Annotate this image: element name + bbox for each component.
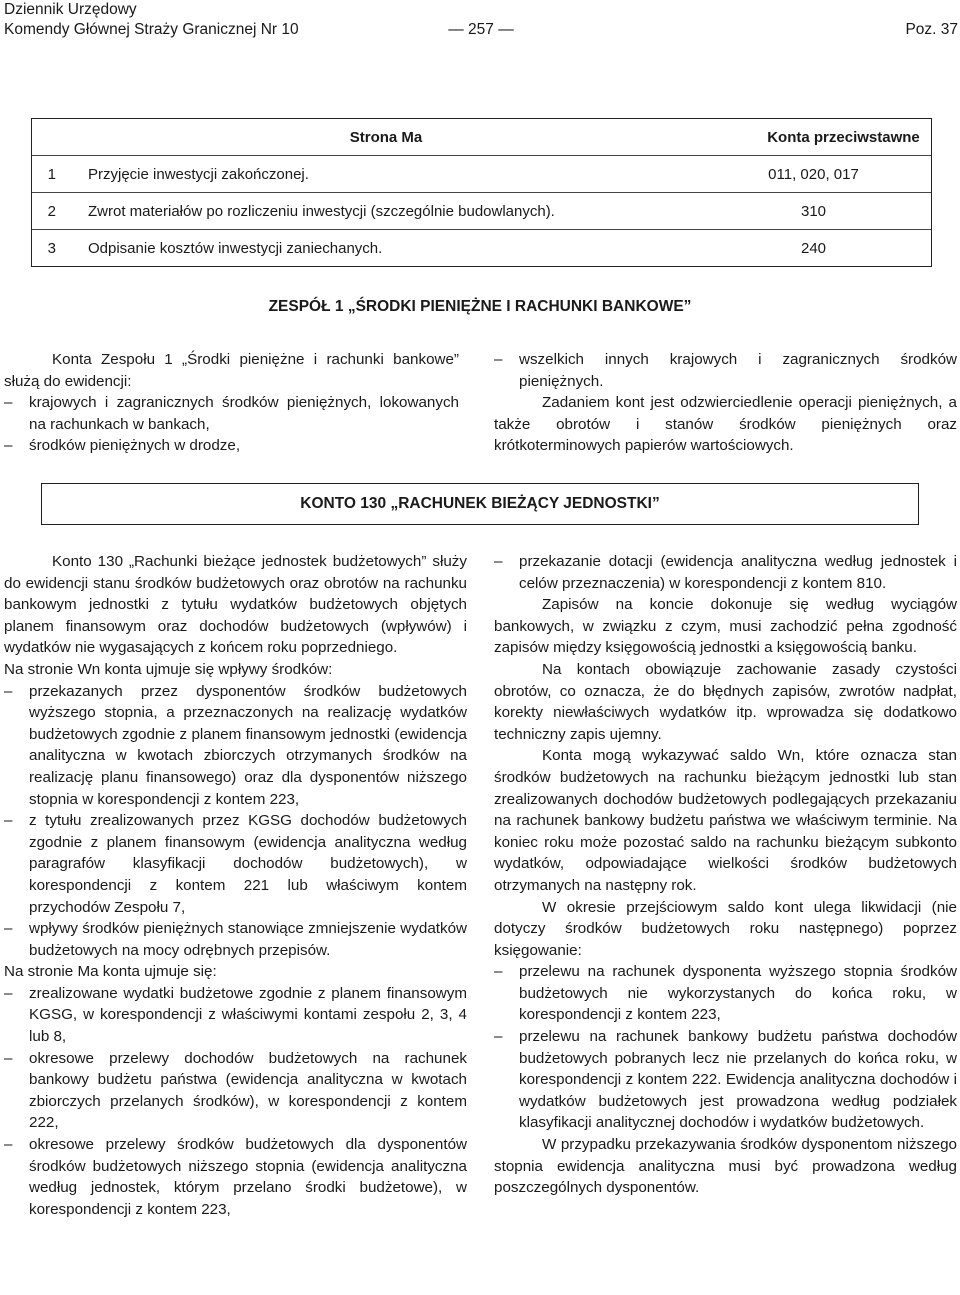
journal-issue: Komendy Głównej Straży Granicznej Nr 10 (4, 21, 299, 38)
position-number: Poz. 37 (905, 21, 958, 38)
list-item: – przelewu na rachunek bankowy budżetu państwa dochodów budżetowych pobranych lecz nie przelanych do końca roku, w korespondencji z kontem 222. Ewidencja analityczna dochodów i wydatków budżetowych jest prowadzona według podziałek klasyfikacji analitycznej dochodów i wydatków budżetowych. (494, 1028, 957, 1132)
ma-heading: Na stronie Ma konta ujmuje się: (4, 963, 217, 981)
konto-right-column (494, 551, 957, 1199)
paragraph: W przypadku przekazywania środków dysponentom niższego stopnia ewidencja analityczna musi być prowadzona według poszczególnych dysponentów. (494, 1136, 957, 1197)
list-item: – wszelkich innych krajowych i zagranicznych środków pieniężnych. (494, 351, 957, 390)
zespol-right-column (494, 349, 957, 457)
zespol-paragraph: Zadaniem kont jest odzwierciedlenie operacji pieniężnych, a także obrotów i stanów środków pieniężnych oraz krótkoterminowych papierów wartościowych. (494, 394, 957, 455)
zespol-intro: Konta Zespołu 1 „Środki pieniężne i rachunki bankowe” służą do ewidencji: (4, 351, 459, 390)
paragraph: Zapisów na koncie dokonuje się według wyciągów bankowych, w związku z czym, musi zachodzić pełna zgodność zapisów między księgowością jednostki a księgowością banku. (494, 596, 957, 657)
wn-heading: Na stronie Wn konta ujmuje się wpływy środków: (4, 660, 333, 678)
header-konta: Konta przeciwstawne (767, 128, 920, 146)
section-title-zespol: ZESPÓŁ 1 „ŚRODKI PIENIĘŻNE I RACHUNKI BANKOWE” (268, 298, 692, 315)
table-row: 2 Zwrot materiałów po rozliczeniu inwestycji (szczególnie budowlanych). 310 (32, 192, 931, 229)
table-row: 3 Odpisanie kosztów inwestycji zaniechanych. 240 (32, 229, 931, 266)
page-number: — 257 — (448, 21, 514, 38)
list-item: – okresowe przelewy dochodów budżetowych na rachunek bankowy budżetu państwa (ewidencja analityczna w kwotach zbiorczych przelanych środków), w korespondencji z kontem 222, (4, 1049, 467, 1132)
list-item: – przekazanie dotacji (ewidencja analityczna według jednostek i celów przeznaczenia) w korespondencji z kontem 810. (494, 553, 957, 592)
header-strona-ma: Strona Ma (349, 128, 423, 146)
paragraph: W okresie przejściowym saldo kont ulega likwidacji (nie dotyczy środków budżetowych roku następnego) poprzez księgowanie: (494, 898, 957, 959)
list-item: – przelewu na rachunek dysponenta wyższego stopnia środków budżetowych nie wykorzystanych do końca roku, w korespondencji z kontem 223, (494, 963, 957, 1024)
paragraph: Konta mogą wykazywać saldo Wn, które oznacza stan środków budżetowych na rachunku bieżącym jednostki lub stan zrealizowanych dochodów budżetowych podlegających przekazaniu na rachunek bankowy budżetu państwa we właściwym terminie. Na koniec roku może pozostać saldo na rachunku bieżącym subkonto wydatków, odpowiadające wielkości środków budżetowych otrzymanych na następny rok. (494, 747, 957, 894)
list-item: – środków pieniężnych w drodze, (4, 437, 241, 455)
konto-intro: Konto 130 „Rachunki bieżące jednostek budżetowych” służy do ewidencji stanu środków budżetowych oraz obrotów na rachunku bankowym jednostki z tytułu wydatków budżetowych objętych planem finansowym oraz dochodów budżetowych (wpływów) i wydatków nie wygasających z końcem roku poprzedniego. (4, 553, 467, 657)
section-title-konto-130: KONTO 130 „RACHUNEK BIEŻĄCY JEDNOSTKI” (41, 483, 919, 525)
list-item: – krajowych i zagranicznych środków pieniężnych, lokowanych na rachunkach w bankach, (4, 394, 459, 433)
table-row: 1 Przyjęcie inwestycji zakończonej. 011, 020, 017 (32, 155, 931, 192)
list-item: – z tytułu zrealizowanych przez KGSG dochodów budżetowych zgodnie z planem finansowym (ewidencja analityczna według paragrafów klasyfikacji dochodów budżetowych), w korespondencji z kontem 221 lub właściwym kontem przychodów Zespołu 7, (4, 812, 467, 916)
konto-left-column (4, 551, 467, 1220)
journal-name: Dziennik Urzędowy (4, 1, 137, 18)
paragraph: Na kontach obowiązuje zachowanie zasady czystości obrotów, co oznacza, że do błędnych zapisów, zwrotów nadpłat, korekty niewłaściwych wydatków itp. wprowadza się dodatkowo techniczny zapis ujemny. (494, 660, 957, 743)
list-item: – wpływy środków pieniężnych stanowiące zmniejszenie wydatków budżetowych na mocy odrębnych przepisów. (4, 920, 467, 959)
table-header-row (32, 119, 931, 155)
page-header (4, 0, 958, 44)
list-item: – przekazanych przez dysponentów środków budżetowych wyższego stopnia, a przeznaczonych na realizację wydatków budżetowych zgodnie z planem finansowym jednostki (ewidencja analityczna w kwotach zbiorczych otrzymanych środków na realizację planu finansowego) oraz dla dysponentów niższego stopnia w korespondencji z kontem 223, (4, 682, 467, 808)
list-item: – okresowe przelewy środków budżetowych dla dysponentów środków budżetowych niższego stopnia (ewidencja analityczna według jednostek, którym przelano środki budżetowe), w korespondencji z kontem 223, (4, 1136, 467, 1218)
zespol-left-column (4, 349, 459, 457)
accounts-table (31, 118, 932, 267)
list-item: – zrealizowane wydatki budżetowe zgodnie z planem finansowym KGSG, w korespondencji z właściwymi kontami zespołu 2, 3, 4 lub 8, (4, 984, 467, 1046)
